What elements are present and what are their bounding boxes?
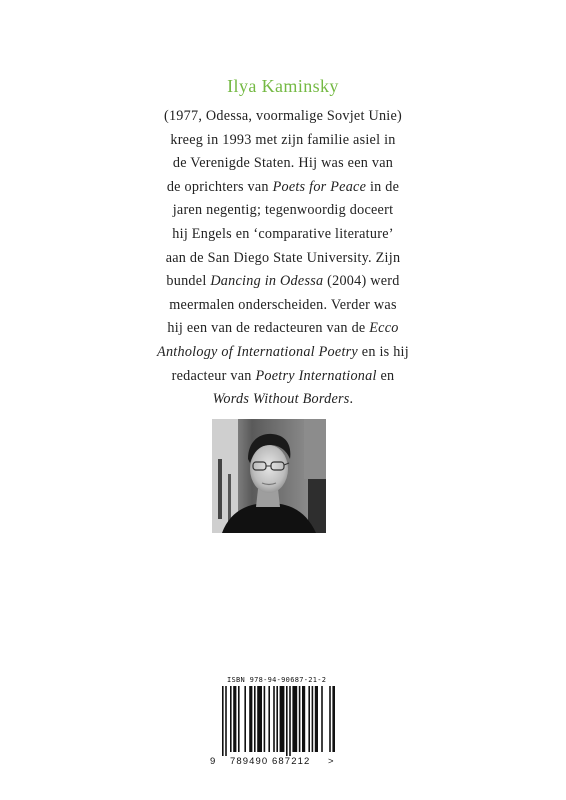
barcode-bar	[249, 686, 252, 752]
isbn-label: ISBN 978-94-90687-21-2	[227, 676, 327, 684]
barcode-bar	[329, 686, 331, 752]
barcode-digits: 789490 687212	[230, 756, 311, 767]
bio-line	[93, 223, 473, 247]
bio-text: hij Engels en ‘comparative literature’	[172, 225, 394, 242]
bio-italic-title: Ecco	[369, 320, 399, 337]
barcode-quiet-zone-marker: >	[328, 756, 334, 767]
bio-text: hij een van de redacteuren van de	[167, 320, 370, 337]
barcode-bar	[238, 686, 240, 752]
barcode-lead-digit: 9	[210, 756, 216, 767]
barcode-bar	[308, 686, 310, 752]
bio-line	[93, 199, 473, 223]
bio-text: meermalen onderscheiden. Verder was	[169, 296, 397, 313]
bio-line	[93, 247, 473, 271]
bio-italic-title: Dancing in Odessa	[210, 273, 324, 290]
isbn-barcode	[210, 676, 335, 772]
barcode-bar	[264, 686, 266, 752]
bio-italic-title: Poetry International	[255, 367, 377, 384]
barcode-bar	[292, 686, 297, 752]
bio-line	[93, 270, 473, 294]
bio-text: de oprichters van	[166, 178, 273, 195]
bio-text: (2004) werd	[323, 273, 400, 290]
barcode-bar	[312, 686, 314, 752]
author-biography	[93, 105, 473, 412]
bio-line	[93, 294, 473, 318]
bio-text: in de	[366, 178, 400, 195]
barcode-bar	[222, 686, 224, 756]
bio-line	[93, 176, 473, 200]
barcode-bar	[225, 686, 227, 756]
bio-italic-title: Poets for Peace	[272, 178, 367, 195]
author-portrait	[212, 419, 326, 533]
bio-line	[93, 365, 473, 389]
barcode-bar	[276, 686, 278, 752]
bio-italic-title: Anthology of International Poetry	[157, 343, 358, 360]
barcode-bar	[254, 686, 256, 752]
barcode-bars	[210, 686, 335, 756]
bio-line	[93, 105, 473, 129]
author-name: Ilya Kaminsky	[227, 76, 339, 96]
barcode-bar	[302, 686, 305, 752]
barcode-bar	[332, 686, 335, 752]
barcode-bar	[230, 686, 232, 752]
bio-text: (1977, Odessa, voormalige Sovjet Unie)	[163, 108, 403, 124]
barcode-bar	[244, 686, 246, 752]
barcode-bar	[280, 686, 285, 752]
barcode-bar	[257, 686, 262, 752]
barcode-bar	[289, 686, 291, 756]
bio-line	[93, 388, 473, 412]
barcode-bar	[233, 686, 236, 752]
bio-text: aan de San Diego State University. Zijn	[165, 249, 401, 266]
bio-line	[93, 341, 473, 365]
bio-line	[93, 152, 473, 176]
barcode-bar	[315, 686, 318, 752]
bio-text: en	[376, 367, 395, 384]
barcode-bar	[268, 686, 270, 752]
bio-line	[93, 317, 473, 341]
bio-text: redacteur van	[171, 367, 256, 384]
bio-text: .	[349, 391, 354, 408]
bio-text: bundel	[166, 273, 211, 290]
barcode-bar	[286, 686, 288, 756]
bio-italic-title: Words Without Borders	[212, 391, 350, 408]
barcode-bar	[321, 686, 323, 752]
barcode-bar	[299, 686, 301, 752]
bio-line	[93, 129, 473, 153]
barcode-bar	[273, 686, 275, 752]
bio-text: en is hij	[357, 343, 409, 360]
author-portrait-image	[212, 419, 326, 533]
bio-text: jaren negentig; tegenwoordig doceert	[172, 202, 394, 219]
bio-text: de Verenigde Staten. Hij was een van	[172, 155, 394, 172]
bio-text: kreeg in 1993 met zijn familie asiel in	[170, 131, 396, 148]
